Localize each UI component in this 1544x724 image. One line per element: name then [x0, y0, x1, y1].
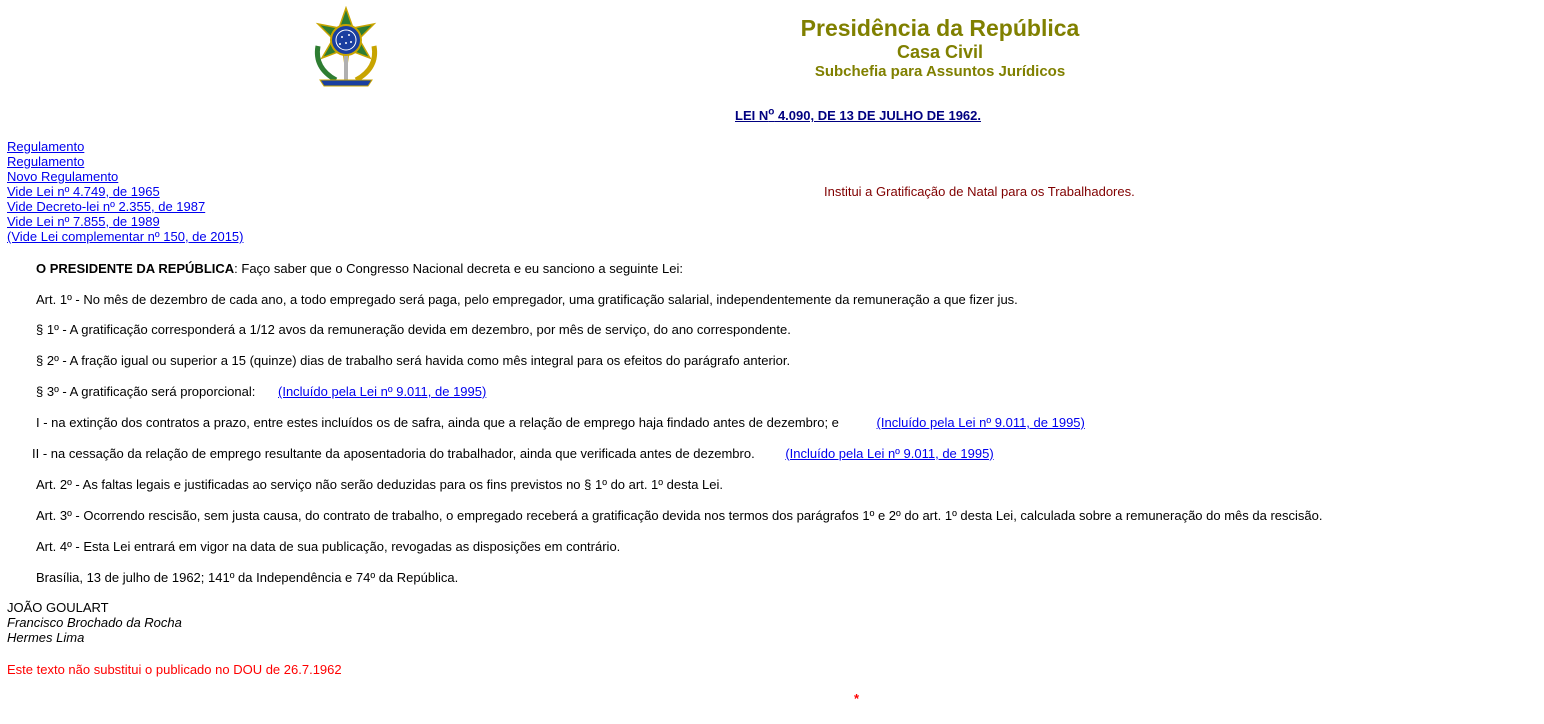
- signature-president: JOÃO GOULART: [7, 600, 109, 615]
- preamble-rest: : Faço saber que o Congresso Nacional decreta e eu sanciono a seguinte Lei:: [234, 261, 683, 276]
- signature-minister-1: Francisco Brochado da Rocha: [7, 615, 182, 630]
- dou-notice: Este texto não substitui o publicado no DOU de 26.7.1962: [7, 662, 342, 677]
- article-3: Art. 3º - Ocorrendo rescisão, sem justa causa, do contrato de trabalho, o empregado receberá a gratificação devida nos termos dos parágrafos 1º e 2º do art. 1º desta Lei, calculada sobre a remuneração do mês da rescisão.: [36, 508, 1323, 523]
- law-title: [0, 107, 1544, 123]
- inciso-2: [32, 446, 994, 461]
- link-vide-lei-7855[interactable]: Vide Lei nº 7.855, de 1989: [7, 214, 160, 229]
- paragraph-2: § 2º - A fração igual ou superior a 15 (quinze) dias de trabalho será havida como mês integral para os efeitos do parágrafo anterior.: [36, 353, 791, 368]
- law-title-link[interactable]: [735, 108, 981, 123]
- ementa: Institui a Gratificação de Natal para os Trabalhadores.: [824, 184, 1135, 199]
- footer-star: *: [854, 691, 860, 706]
- link-vide-lei-complementar-150[interactable]: (Vide Lei complementar nº 150, de 2015): [7, 229, 244, 244]
- related-links: [7, 139, 244, 244]
- inciso-1: [36, 415, 1085, 430]
- article-1: Art. 1º - No mês de dezembro de cada ano, a todo empregado será paga, pelo empregador, uma gratificação salarial, independentemente da remuneração a que fizer jus.: [36, 292, 1018, 307]
- paragraph-3: [36, 384, 486, 399]
- coat-of-arms-logo: [306, 6, 386, 90]
- article-2: Art. 2º - As faltas legais e justificadas ao serviço não serão deduzidas para os fins previstos no § 1º do art. 1º desta Lei.: [36, 477, 724, 492]
- inciso-2-text: II - na cessação da relação de emprego resultante da aposentadoria do trabalhador, ainda que verificada antes de dezembro.: [32, 446, 755, 461]
- signatures: [7, 600, 182, 645]
- header-title: Presidência da República: [800, 15, 1080, 41]
- header-titles: [690, 14, 1190, 82]
- header-subsubtitle: Subchefia para Assuntos Jurídicos: [814, 63, 1066, 80]
- link-novo-regulamento[interactable]: Novo Regulamento: [7, 169, 119, 184]
- inciso-1-text: I - na extinção dos contratos a prazo, entre estes incluídos os de safra, ainda que a relação de emprego haja findado antes de dezembro; e: [36, 415, 839, 430]
- law-title-prefix: LEI N: [735, 108, 769, 124]
- paragraph-3-text: § 3º - A gratificação será proporcional:: [36, 384, 256, 399]
- preamble-bold: O PRESIDENTE DA REPÚBLICA: [36, 261, 235, 276]
- link-regulamento-2[interactable]: Regulamento: [7, 154, 85, 169]
- link-vide-lei-4749[interactable]: Vide Lei nº 4.749, de 1965: [7, 184, 160, 199]
- brasao-icon: [306, 6, 386, 90]
- preamble: [36, 261, 683, 276]
- inciso-1-amendment-link[interactable]: (Incluído pela Lei nº 9.011, de 1995): [876, 415, 1085, 430]
- inciso-2-amendment-link[interactable]: (Incluído pela Lei nº 9.011, de 1995): [785, 446, 994, 461]
- article-4: Art. 4º - Esta Lei entrará em vigor na data de sua publicação, revogadas as disposições em contrário.: [36, 539, 621, 554]
- closing-date: Brasília, 13 de julho de 1962; 141º da Independência e 74º da República.: [36, 570, 459, 585]
- signature-minister-2: Hermes Lima: [7, 630, 85, 645]
- law-title-sup: o: [768, 107, 775, 118]
- paragraph-3-amendment-link[interactable]: (Incluído pela Lei nº 9.011, de 1995): [278, 384, 487, 399]
- law-title-rest: 4.090, DE 13 DE JULHO DE 1962.: [774, 108, 981, 124]
- link-regulamento-1[interactable]: Regulamento: [7, 139, 85, 154]
- paragraph-1: § 1º - A gratificação corresponderá a 1/12 avos da remuneração devida em dezembro, por mês de serviço, do ano correspondente.: [36, 322, 791, 337]
- header-subtitle: Casa Civil: [896, 42, 984, 62]
- link-vide-decreto-lei-2355[interactable]: Vide Decreto-lei nº 2.355, de 1987: [7, 199, 206, 214]
